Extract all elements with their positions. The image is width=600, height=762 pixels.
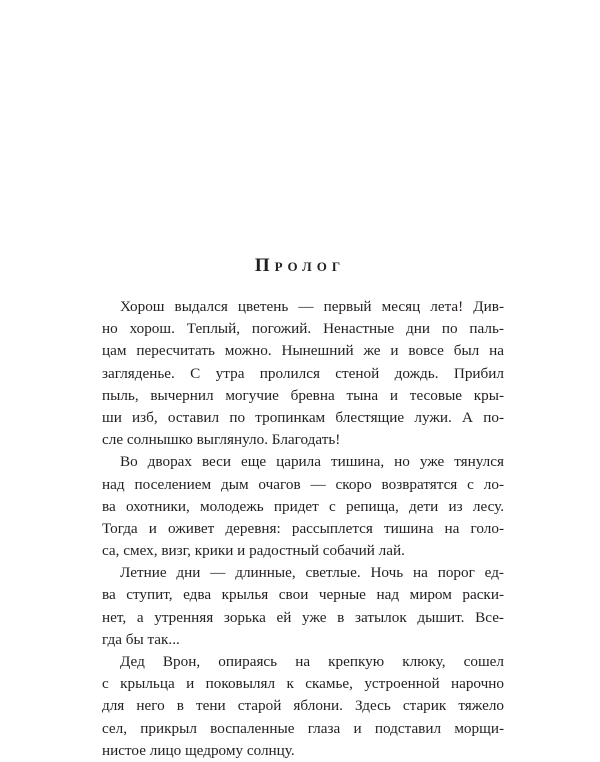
text-line: пыль, вычернил могучие бревна тына и тесовые кры-	[102, 386, 504, 404]
chapter-title: Пролог	[254, 255, 346, 276]
text-line: Во дворах веси еще царила тишина, но уже тянулся	[120, 453, 504, 471]
text-line: гда бы так...	[102, 630, 180, 648]
text-line: сле солнышко выглянуло. Благодать!	[102, 431, 341, 449]
text-line: для него в тени старой яблони. Здесь старик тяжело	[102, 697, 504, 715]
text-line: загляденье. С утра пролился стеной дождь. Прибил	[102, 364, 504, 382]
text-line: Летние дни — длинные, светлые. Ночь на порог ед-	[120, 564, 504, 582]
text-line: са, смех, визг, крики и радостный собачий лай.	[102, 542, 405, 560]
text-line: Хорош выдался цветень — первый месяц лета! Див-	[120, 298, 504, 315]
text-line: Тогда и оживет деревня: рассыплется тишина на голо-	[102, 519, 504, 537]
text-line: нет, а утренняя зорька ей уже в затылок дышит. Все-	[102, 608, 504, 626]
text-line: ва охотники, молодежь придет с репища, дети из лесу.	[102, 497, 504, 515]
body-text	[102, 296, 504, 762]
text-line: цам пересчитать можно. Нынешний же и вовсе был на	[102, 342, 504, 360]
text-line: ва ступит, едва крылья свои черные над миром раски-	[102, 586, 504, 604]
text-line: над поселением дым очагов — скоро возвратятся с ло-	[102, 475, 504, 493]
text-line: с крыльца и поковылял к скамье, устроенной нарочно	[102, 675, 504, 693]
text-line: ши изб, оставил по тропинкам блестящие лужи. А по-	[102, 408, 504, 426]
text-line: но хорош. Теплый, погожий. Ненастные дни по паль-	[102, 320, 504, 338]
text-line: сел, прикрыл воспаленные глаза и подставил морщи-	[102, 719, 504, 737]
text-line: Дед Врон, опираясь на крепкую клюку, сошел	[120, 653, 504, 670]
text-line: нистое лицо щедрому солнцу.	[102, 741, 295, 759]
